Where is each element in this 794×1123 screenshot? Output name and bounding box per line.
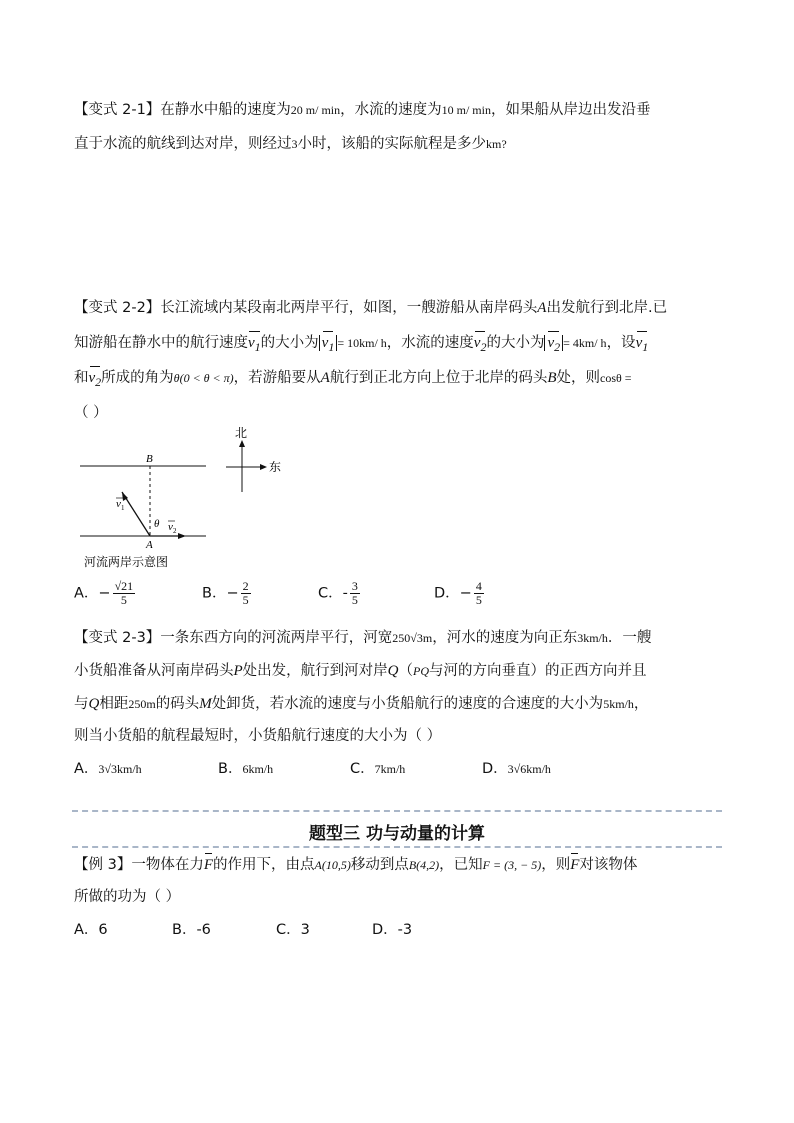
problem-2-2-line-1 [74,298,667,318]
math-f-value: F = (3, − 5) [482,858,542,872]
problem-2-2-answer-paren: （ ） [74,405,108,421]
text: ，设 [606,335,636,351]
label-v1: v [116,498,121,510]
text: ， [633,696,649,712]
example-3-line-2: 所做的功为（ ） [74,889,181,905]
label-a: A [146,539,153,551]
math-water-speed: 3km/h [577,631,608,645]
text: 小时，该船的实际航程是多少 [297,136,486,152]
math-segment: PQ [413,664,430,678]
denominator: 5 [475,593,482,607]
vector-v1 [248,333,261,357]
option-label: D． [372,922,398,938]
denominator: 5 [242,593,249,607]
math-unit: km [486,137,502,151]
math-point-b: B(4,2) [408,858,440,872]
problem-2-2-options [74,580,724,616]
option-label: A． [74,922,99,938]
option-fraction [241,580,251,607]
option-value: 3 [300,922,310,938]
text: 在静水中船的速度为 [160,102,291,118]
problem-tag: 【例 3】 [74,857,132,873]
math-speed-water: 10 m/ min [441,103,491,117]
subscript: 2 [554,340,561,354]
text: 和 [74,370,89,386]
option-sign: − [459,585,472,602]
text: 与 [74,696,89,712]
option-value: 3√3km/h [98,762,142,776]
problem-2-2-line-3 [74,368,632,392]
vector-v2 [474,333,487,357]
option-label: B． [218,761,243,777]
river-diagram [76,424,296,574]
subscript: 1 [642,340,649,354]
text: 的作用下，由点 [213,857,315,873]
label-v2-sub: 2 [173,527,177,535]
text: 所成的角为 [101,370,174,386]
vector-symbol: v [547,335,555,351]
vector-symbol: v [321,335,329,351]
subscript: 2 [95,375,102,389]
numerator: 2 [242,579,249,593]
problem-tag: 【变式 2-2】 [74,300,161,316]
math-point: M [199,696,212,712]
math-point: A [537,300,547,316]
option-d[interactable] [434,580,486,607]
option-sign: − [98,585,111,602]
math-v2-value: = 4km/ h [563,336,607,350]
problem-2-1-line-1 [74,100,650,120]
compass-east-label: 东 [269,460,282,474]
section-separator-bottom [72,846,722,848]
v2-arrowhead [178,533,186,539]
text: ，则 [541,857,571,873]
text: ，已知 [439,857,483,873]
problem-2-3-line-2 [74,661,647,681]
option-value: -3 [397,922,413,938]
problem-2-3-options [74,759,724,779]
option-d[interactable] [372,920,412,940]
option-a[interactable] [74,759,142,779]
option-sign: - [342,585,348,602]
text: 处出发，航行到河对岸 [242,663,388,679]
option-a[interactable] [74,580,137,607]
problem-2-2-line-2 [74,333,648,357]
text: ，若游船要从 [233,370,321,386]
option-b[interactable] [202,580,253,607]
section-separator-top [72,810,722,812]
option-fraction [474,580,484,607]
text: 的码头 [155,696,200,712]
option-label: A． [74,761,99,777]
problem-2-3-line-4: 则当小货船的航程最短时，小货船航行速度的大小为（ ） [74,728,442,744]
text: ，水流的速度 [386,335,474,351]
option-b[interactable] [218,759,273,779]
problem-2-3-line-1 [74,628,651,648]
option-fraction [113,580,136,607]
problem-2-3-line-3 [74,694,648,714]
option-label: B． [172,922,197,938]
denominator: 5 [351,593,358,607]
vector-f: F [570,857,580,873]
option-sign: − [226,585,239,602]
abs-v1 [319,335,338,354]
option-fraction [350,580,360,607]
problem-2-1-line-2 [74,134,507,154]
label-v1-sub: 1 [121,504,125,512]
text: 处，则 [556,370,601,386]
text: （ [398,663,414,679]
option-value: 6 [98,922,108,938]
compass-east-arrowhead [260,464,267,470]
text: 长江流域内某段南北两岸平行，如图，一艘游船从南岸码头 [160,300,538,316]
option-label: D． [482,761,508,777]
math-total-speed: 5km/h [603,697,634,711]
text: ．一艘 [607,630,652,646]
problem-tag: 【变式 2-1】 [74,102,161,118]
math-point: Q [387,663,399,679]
option-b[interactable] [172,920,211,940]
text: 知游船在静水中的航行速度 [74,335,248,351]
subscript: 1 [254,340,261,354]
label-b: B [146,453,153,465]
math-v1-value: = 10km/ h [337,336,387,350]
example-3-options [74,920,724,940]
compass-north-label: 北 [235,426,248,440]
problem-tag: 【变式 2-3】 [74,630,161,646]
vector-v2 [89,368,102,392]
option-label: A． [74,585,99,602]
option-value: 6km/h [242,762,274,776]
text: 航行到正北方向上位于北岸的码头 [329,370,548,386]
option-label: C． [350,761,375,777]
denominator: 5 [120,593,127,607]
text: 直于水流的航线到达对岸，则经过 [74,136,292,152]
compass-north-arrowhead [239,440,245,447]
math-theta-range: θ(0 < θ < π) [173,371,234,385]
option-value: 7km/h [374,762,406,776]
text: ，如果船从岸边出发沿垂 [490,102,651,118]
text: ，河水的速度为向正东 [432,630,578,646]
label-theta: θ [154,518,160,530]
math-width: 250√3m [392,631,433,645]
option-c[interactable] [276,920,310,940]
text: 处卸货，若水流的速度与小货船航行的速度的合速度的大小为 [211,696,604,712]
question-mark: ? [501,137,507,151]
math-point: A [320,370,330,386]
option-label: B． [202,585,227,602]
numerator: √21 [114,579,134,593]
math-point-a: A(10,5) [314,858,351,872]
option-c[interactable] [350,759,405,779]
text: 一条东西方向的河流两岸平行，河宽 [160,630,393,646]
math-point: Q [88,696,100,712]
math-point: B [547,370,557,386]
section-title: 题型三 功与动量的计算 [309,824,485,844]
option-a[interactable] [74,920,108,940]
math-point: P [233,663,243,679]
math-hours: 3 [291,137,298,151]
vector-symbol: v [88,370,96,386]
text: 一物体在力 [131,857,204,873]
vector-v1 [636,333,649,357]
text: 移动到点 [350,857,409,873]
option-label: C． [318,585,343,602]
text: 相距 [99,696,129,712]
option-label: D． [434,585,460,602]
figure-caption: 河流两岸示意图 [84,555,169,569]
subscript: 2 [480,340,487,354]
vector-symbol: v [248,335,255,351]
label-v2: v [168,521,173,533]
text: 小货船准备从河南岸码头 [74,663,234,679]
text: 与河的方向垂直）的正西方向并且 [429,663,647,679]
abs-v2 [544,335,563,354]
math-speed-still: 20 m/ min [290,103,341,117]
vector-symbol: v [473,335,481,351]
vector-symbol: v [635,335,643,351]
numerator: 4 [475,579,482,593]
text: 的大小为 [260,335,319,351]
subscript: 1 [328,340,335,354]
option-label: C． [276,922,301,938]
option-value: -6 [196,922,211,938]
text: 出发航行到北岸.已 [546,300,668,316]
text: 对该物体 [579,857,638,873]
text: 的大小为 [486,335,545,351]
vector-f: F [203,857,214,873]
text: ，水流的速度为 [340,102,442,118]
numerator: 3 [351,579,358,593]
option-c[interactable] [318,580,362,607]
option-value: 3√6km/h [507,762,551,776]
option-d[interactable] [482,759,551,779]
math-cos: cosθ = [600,371,632,385]
math-distance: 250m [128,697,156,711]
example-3-line-1 [74,855,637,875]
